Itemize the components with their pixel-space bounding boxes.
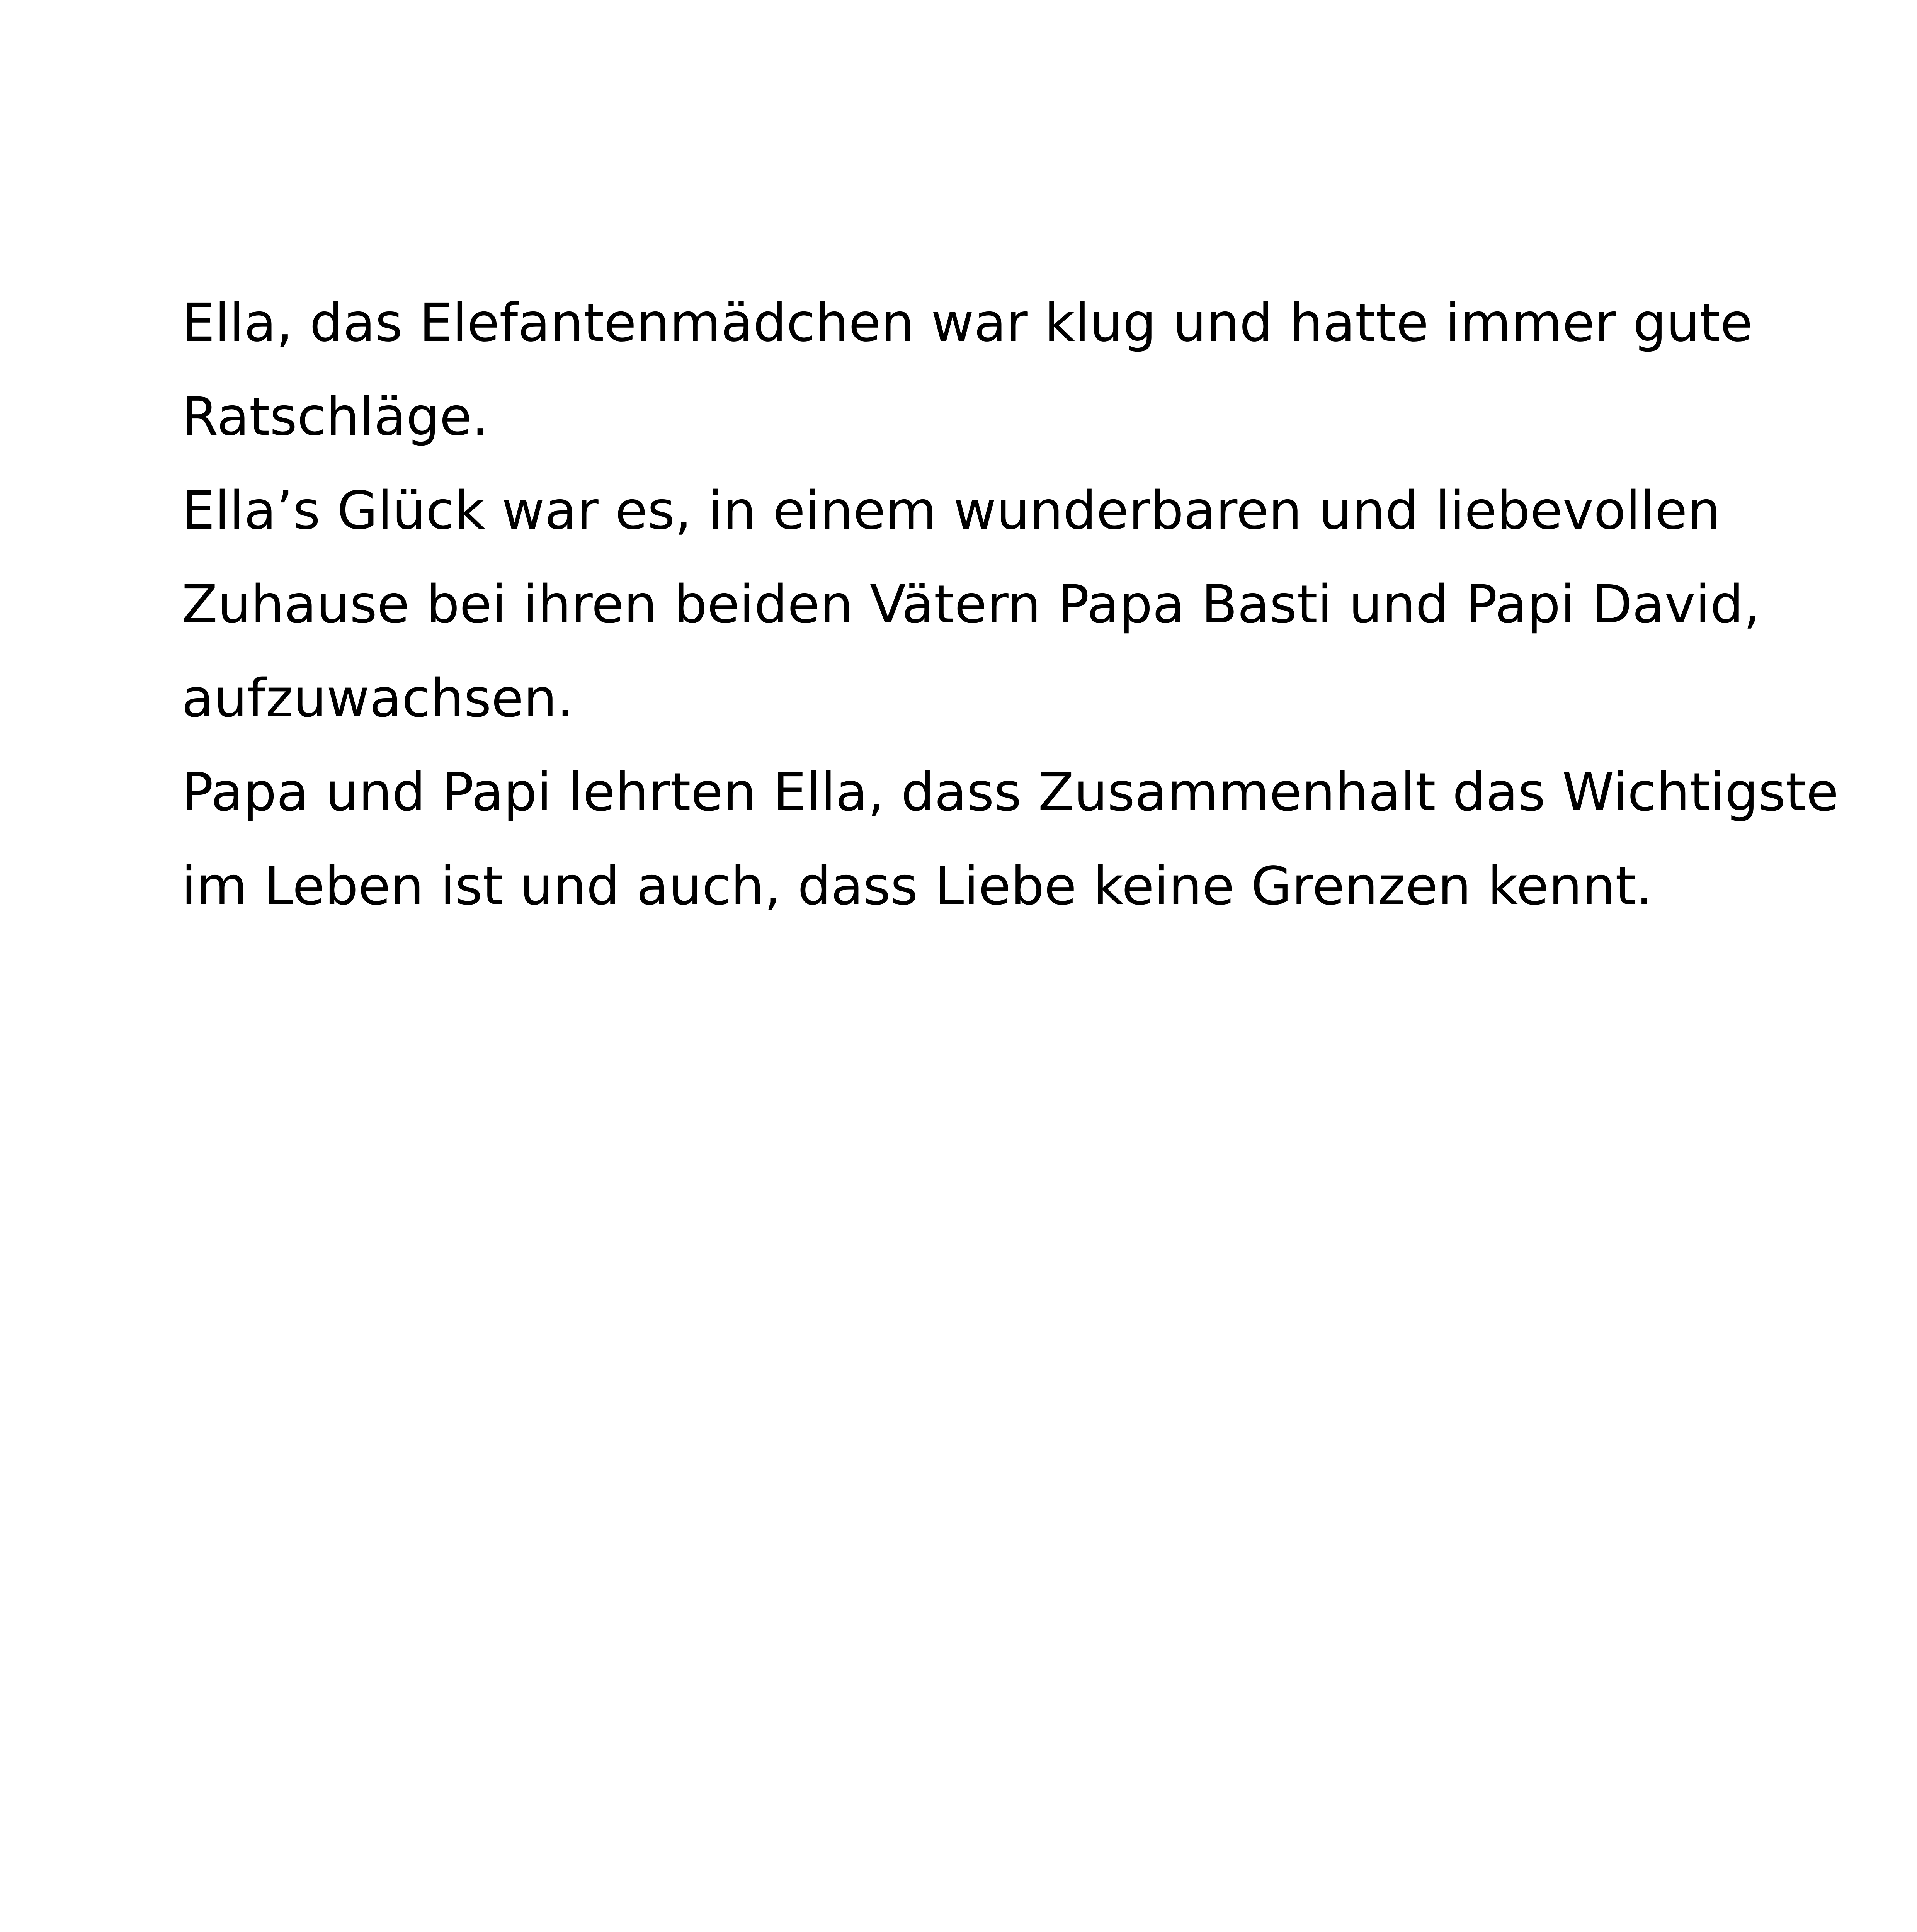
text-line: im Leben ist und auch, dass Liebe keine Grenzen kennt. [182, 856, 1653, 917]
text-line: aufzuwachsen. [182, 668, 574, 729]
text-line: Ratschläge. [182, 386, 489, 447]
text-line: Zuhause bei ihren beiden Vätern Papa Basti und Papi David, [182, 574, 1761, 635]
story-text [182, 276, 1839, 934]
text-line: Ella’s Glück war es, in einem wunderbaren und liebevollen [182, 480, 1721, 541]
text-line: Papa und Papi lehrten Ella, dass Zusammenhalt das Wichtigste [182, 762, 1839, 823]
text-line: Ella, das Elefantenmädchen war klug und hatte immer gute [182, 293, 1753, 354]
